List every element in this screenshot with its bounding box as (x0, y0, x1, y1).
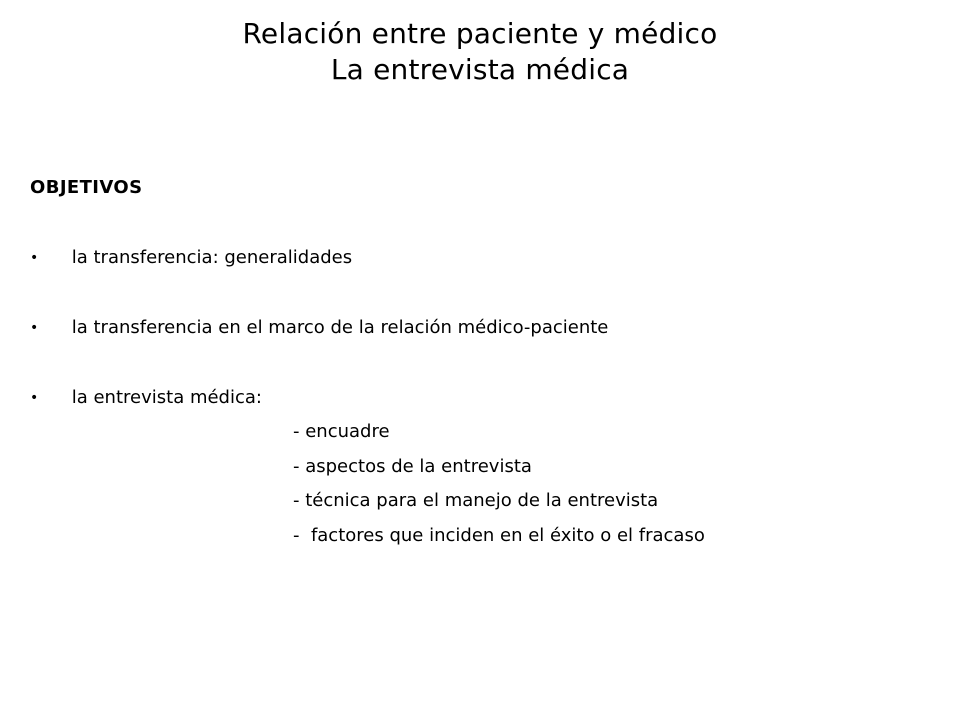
bullet-item (30, 246, 352, 270)
bullet-dot-icon: • (30, 390, 39, 406)
slide-title (0, 16, 960, 88)
bullet-text: la transferencia en el marco de la relación médico-paciente (71, 317, 609, 338)
bullet-dot-icon: • (30, 250, 39, 266)
title-line-2: La entrevista médica (330, 53, 630, 86)
sub-item: - factores que inciden en el éxito o el fracaso (293, 525, 705, 546)
bullet-dot-icon: • (30, 320, 39, 336)
section-heading: OBJETIVOS (30, 177, 143, 198)
bullet-item (30, 386, 262, 410)
bullet-text: la transferencia: generalidades (71, 247, 353, 268)
sub-item: - aspectos de la entrevista (293, 456, 532, 477)
bullet-item (30, 316, 608, 340)
bullet-text: la entrevista médica: (71, 387, 262, 408)
sub-item: - encuadre (293, 421, 390, 442)
title-line-1: Relación entre paciente y médico (242, 17, 718, 50)
sub-item: - técnica para el manejo de la entrevista (293, 490, 659, 511)
